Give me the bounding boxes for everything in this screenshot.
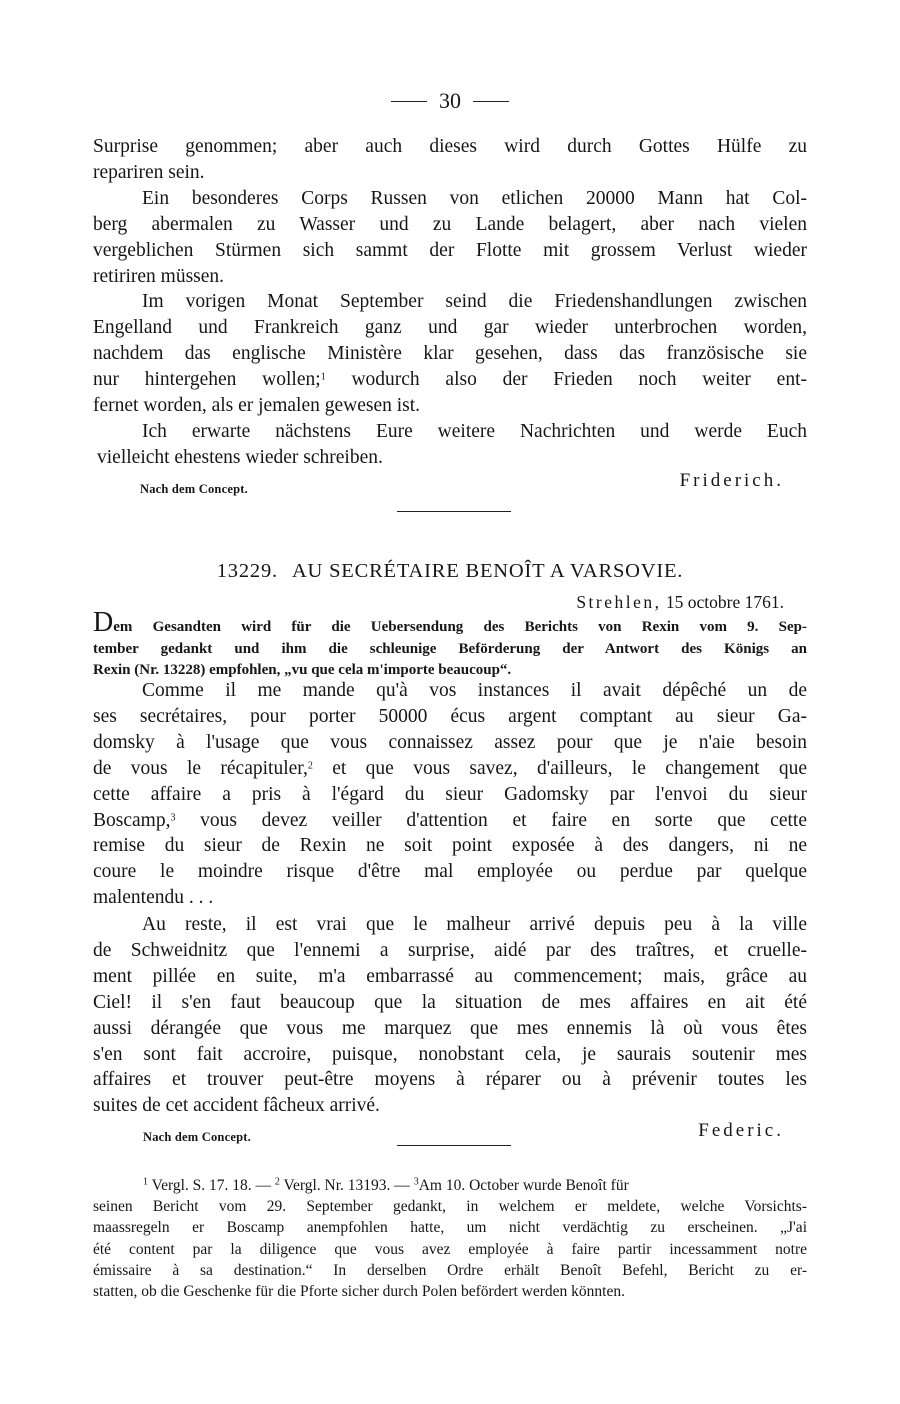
letter-title: AU SECRÉTAIRE BENOÎT A VARSOVIE. — [291, 560, 684, 582]
letter2-paragraph-2 — [93, 912, 807, 1119]
footnote-text: Am 10. October wurde Benoît für — [418, 1177, 629, 1194]
footnote-mark: 3 — [413, 1176, 419, 1188]
source-note: Nach dem Concept. — [143, 1130, 251, 1144]
text-line — [93, 756, 807, 782]
text-line: coure le moindre risque d'être mal employée ou perdue par quelque — [93, 861, 807, 883]
text-line: retiriren müssen. — [93, 265, 225, 287]
summary-line: tember gedankt und ihm die schleunige Beförderung der Antwort des Königs an — [93, 640, 807, 657]
text-line: Surprise genommen; aber auch dieses wird durch Gottes Hülfe zu — [93, 136, 807, 157]
dateline-date: 15 octobre 1761. — [665, 592, 784, 612]
letter-number: 13229. — [216, 560, 278, 582]
source-note: Nach dem Concept. — [140, 482, 248, 496]
summary-line: Rexin (Nr. 13228) empfohlen, „vu que cela m'importe beaucoup“. — [93, 662, 512, 678]
text-segment: em Gesandten wird für die Uebersendung des Berichts von Rexin vom 9. Sep- — [113, 619, 807, 635]
text-line: remise du sieur de Rexin ne soit point exposée à des dangers, ni ne — [93, 835, 807, 857]
signature: Friderich. — [679, 470, 784, 491]
text-segment: de vous le récapituler, — [93, 757, 308, 779]
footnote-ref: 3 — [170, 812, 176, 824]
letter-summary — [93, 607, 807, 682]
signature: Federic. — [698, 1120, 784, 1141]
text-segment: nur hintergehen wollen; — [93, 369, 321, 391]
page-header — [0, 86, 900, 116]
text-line: ment pillée en suite, m'a embarrassé au commencement; mais, grâce au — [93, 965, 807, 987]
section-divider — [397, 511, 511, 512]
page-number: 30 — [439, 88, 461, 113]
footnote-line — [93, 1175, 807, 1196]
text-line: cette affaire a pris à l'égard du sieur Gadomsky par l'envoi du sieur — [93, 783, 807, 805]
text-line: nachdem das englische Ministère klar gesehen, dass das französische sie — [93, 343, 807, 365]
letter2-paragraph-1 — [93, 678, 807, 911]
footnote-ref: 2 — [307, 760, 313, 772]
text-line: fernet worden, als er jemalen gewesen ist. — [93, 395, 421, 417]
text-segment: et que vous savez, d'ailleurs, le changement que — [332, 757, 808, 779]
footnote-line: été content par la diligence que vous avez employée à faire partir incessamment notre — [93, 1240, 807, 1258]
summary-line — [93, 607, 807, 639]
text-line: Comme il me mande qu'à vos instances il avait dépêché un de — [142, 680, 807, 701]
text-line — [93, 367, 807, 393]
text-segment: Boscamp, — [93, 809, 171, 831]
footnote-mark: 1 — [143, 1176, 148, 1188]
text-line: Au reste, il est vrai que le malheur arrivé depuis peu à la ville — [142, 914, 807, 935]
text-line: Im vorigen Monat September seind die Friedenshandlungen zwischen — [142, 291, 807, 313]
letter-heading — [0, 560, 900, 583]
text-line: malentendu . . . — [93, 887, 214, 909]
header-rule-left — [391, 101, 427, 102]
text-line: Ein besonderes Corps Russen von etlichen 20000 Mann hat Col- — [142, 187, 807, 209]
footnote-mark: 2 — [274, 1176, 280, 1188]
text-line: Ich erwarte nächstens Eure weitere Nachrichten und werde Euch — [142, 420, 807, 442]
text-line: aussi dérangée que vous me marquez que mes ennemis là où vous êtes — [93, 1017, 807, 1039]
text-line: affaires et trouver peut-être moyens à réparer ou à prévenir toutes les — [93, 1069, 807, 1091]
text-segment: vous devez veiller d'attention et faire en sorte que cette — [200, 809, 807, 831]
text-line: Ciel! il s'en faut beaucoup que la situation de mes affaires en ait été — [93, 991, 807, 1013]
dateline-place: Strehlen, — [576, 592, 662, 612]
header-rule-right — [473, 101, 509, 102]
footnote-divider — [397, 1145, 511, 1146]
initial-letter: D — [93, 607, 114, 638]
text-line: vergeblichen Stürmen sich sammt der Flotte mit grossem Verlust wieder — [93, 239, 807, 261]
footnotes — [93, 1175, 807, 1302]
text-line: ses secrétaires, pour porter 50000 écus argent comptant au sieur Ga- — [93, 705, 807, 727]
text-line: s'en sont fait accroire, puisque, nonobstant cela, je saurais soutenir mes — [93, 1043, 807, 1065]
text-line: berg abermalen zu Wasser und zu Lande belagert, aber nach vielen — [93, 213, 807, 235]
footnote-text: Vergl. Nr. 13193. — — [283, 1177, 410, 1194]
text-line: repariren sein. — [93, 161, 205, 183]
text-line: suites de cet accident fâcheux arrivé. — [93, 1095, 380, 1117]
footnote-line: seinen Bericht vom 29. September gedankt, in welchem er meldete, welche Vorsichts- — [93, 1198, 807, 1216]
footnote-ref: 1 — [320, 371, 326, 383]
text-segment: wodurch also der Frieden noch weiter ent- — [351, 369, 807, 391]
text-line — [93, 808, 807, 834]
text-line: domsky à l'usage que vous connaissez assez pour que je n'aie besoin — [93, 731, 807, 753]
dateline — [576, 592, 784, 613]
footnote-line: maassregeln er Boscamp anempfohlen hatte, um nicht verdächtig zu erscheinen. „J'ai — [93, 1219, 807, 1237]
footnote-text: Vergl. S. 17. 18. — — [151, 1177, 272, 1194]
text-line: Engelland und Frankreich ganz und gar wieder unterbrochen worden, — [93, 317, 807, 339]
letter1-text — [93, 134, 807, 471]
footnote-line: statten, ob die Geschenke für die Pforte sicher durch Polen befördert werden könnten. — [93, 1283, 625, 1301]
text-line: de Schweidnitz que l'ennemi a surprise, aidé par des traîtres, et cruelle- — [93, 939, 807, 961]
footnote-line: émissaire à sa destination.“ In derselben Ordre erhält Benoît Befehl, Bericht zu er- — [93, 1261, 807, 1279]
text-line: vielleicht ehestens wieder schreiben. — [97, 446, 383, 468]
